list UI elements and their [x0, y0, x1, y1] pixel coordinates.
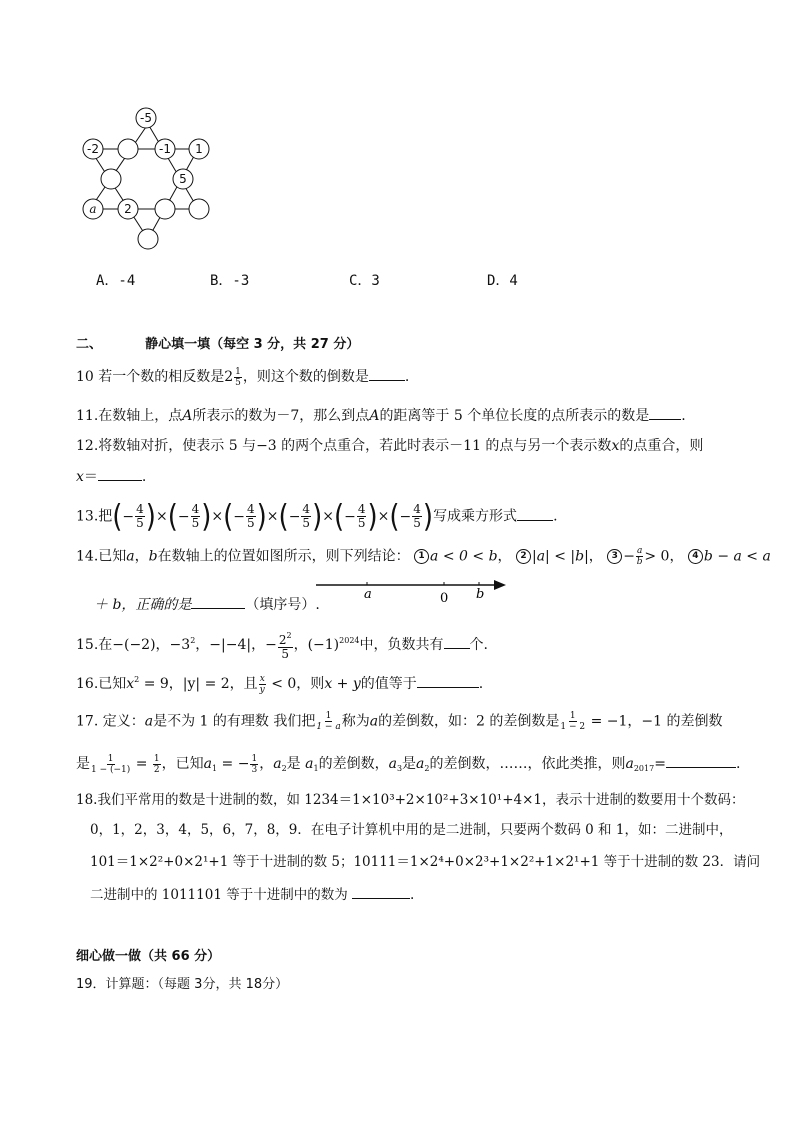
- node-inner-left: [101, 169, 121, 189]
- question-10: 10 若一个数的相反数是2 $\frac{1}{5}$ ，则这个数的倒数是 .: [76, 366, 410, 388]
- times-sign: ×: [211, 508, 224, 525]
- section-2-heading: [76, 333, 359, 352]
- label-inner-bottom-left: 2: [124, 202, 132, 216]
- question-14-line-2: ＋ b，正确的是 （填序号）.: [94, 594, 320, 615]
- q13-term: (− $\frac{4}{5}$ ): [389, 498, 434, 535]
- q16-answer-blank[interactable]: [417, 673, 479, 688]
- option-a[interactable]: A．-4: [96, 273, 136, 289]
- axis-label-a: a: [364, 587, 372, 602]
- q18-answer-blank[interactable]: [352, 884, 410, 899]
- question-11: 11.在数轴上，点A所表示的数为－7，那么到点A的距离等于 5 个单位长度的点所表示的数是 .: [76, 405, 686, 426]
- star-figure: [78, 104, 218, 254]
- q10-answer-blank[interactable]: [369, 366, 405, 381]
- question-17: 17. 定义：a是不为 1 的有理数 我们把 $\frac{1}{1 - a}$ 称为a的差倒数，如：2 的差倒数是 $\frac{1}{1 - 2}$ = −1，−1 的差倒数: [76, 711, 723, 732]
- option-b[interactable]: B．-3: [210, 273, 250, 289]
- q13-answer-blank[interactable]: [517, 506, 553, 521]
- q14-number-line: [314, 574, 510, 604]
- question-18-line-2: 0，1，2，3，4，5，6，7，8，9．在电子计算机中用的是二进制，只要两个数码 0 和 1，如：二进制中，: [90, 822, 733, 838]
- question-18-line-1: 18.我们平常用的数是十进制的数，如 1234＝1×10³+2×10²+3×10¹+4×1，表示十进制的数要用十个数码：: [76, 792, 745, 808]
- q13-term: (− $\frac{4}{5}$ ): [278, 498, 323, 535]
- label-inner-top-right: -1: [159, 142, 171, 156]
- q10-text: 10 若一个数的相反数是2: [76, 369, 234, 385]
- q13-term: (− $\frac{4}{5}$ ): [333, 498, 378, 535]
- q13-term: (− $\frac{4}{5}$ ): [223, 498, 267, 535]
- section-2-number: 二、: [76, 337, 103, 352]
- question-17-line-2: 是 $\frac{1}{1 - (-1)}$ = $\frac{1}{2}$ ，已知$a_1$ = − $\frac{1}{3}$ ，$a_2$是 $a_1$的差倒数，$a_3$是$a_2$的差倒数，……，依此类推，则$a_{2017}=$ .: [76, 753, 741, 775]
- question-18-line-4: 二进制中的 1011101 等于十进制中的数为 .: [90, 884, 414, 905]
- times-sign: ×: [322, 508, 334, 525]
- question-12: 12.将数轴对折，使表示 5 与−3 的两个点重合，若此时表示－11 的点与另一个表示数x的点重合，则: [76, 438, 704, 454]
- label-inner-right: 5: [179, 172, 187, 186]
- axis-label-0: 0: [440, 591, 449, 604]
- question-18-line-3: 101＝1×2²+0×2¹+1 等于十进制的数 5；10111＝1×2⁴+0×2³+1×2²+1×2¹+1 等于十进制的数 23．请问: [90, 854, 761, 870]
- question-15: 15.在−(−2)，$-3^2$，−|−4|，− $\frac{2^2}{5}$ ，$(-1)^{2024}$中，负数共有 个.: [76, 631, 488, 661]
- times-sign: ×: [266, 508, 279, 525]
- question-12-line-2: x＝ .: [76, 466, 146, 487]
- q10-text-2: ，则这个数的倒数是: [242, 369, 369, 385]
- node-lower-right: [189, 199, 209, 219]
- option-c[interactable]: C．3: [349, 273, 380, 289]
- option-d[interactable]: D．4: [487, 273, 518, 289]
- question-13: 13.把(− $\frac{4}{5}$ )×(− $\frac{4}{5}$ )×(− $\frac{4}{5}$ )×(− $\frac{4}{5}$ )×(− $\frac{4}{5}$ )×(− $\frac{4}{5}$ )写成乘方形式 .: [76, 498, 558, 535]
- q12-answer-blank[interactable]: [98, 466, 142, 481]
- axis-label-b: b: [476, 587, 485, 602]
- q10-fraction: $\frac{1}{5}$: [235, 366, 241, 388]
- node-inner-bottom-right: [155, 199, 175, 219]
- q15-answer-blank[interactable]: [444, 634, 470, 649]
- question-19: 19．计算题：（每题 3分，共 18分）: [76, 977, 289, 992]
- times-sign: ×: [377, 508, 390, 525]
- label-top: -5: [140, 111, 152, 125]
- question-14: 14.已知a，b在数轴上的位置如图所示，则下列结论： 1 a < 0 < b， 2 |a| < |b|， 3 − $\frac{a}{b}$ > 0， 4 b − a < a: [76, 546, 771, 567]
- label-lower-left: a: [89, 202, 97, 216]
- question-16: 16.已知$x^2 = 9$，|y| = 2，且 $\frac{x}{y}$ < 0，则x + y的值等于 .: [76, 673, 484, 695]
- section-2-title: 静心填一填（每空 3 分，共 27 分）: [145, 337, 360, 352]
- q14-answer-blank[interactable]: [191, 594, 245, 609]
- node-inner-top-left: [118, 139, 138, 159]
- q17-answer-blank[interactable]: [666, 753, 736, 768]
- q13-term: (− $\frac{4}{5}$ ): [167, 498, 212, 535]
- node-bottom: [138, 229, 158, 249]
- label-upper-right: 1: [195, 142, 203, 156]
- section-3-heading: 细心做一做（共 66 分）: [76, 949, 221, 964]
- q11-answer-blank[interactable]: [649, 405, 681, 420]
- q13-term: (− $\frac{4}{5}$ ): [112, 498, 156, 535]
- times-sign: ×: [155, 508, 168, 525]
- label-upper-left: -2: [87, 142, 99, 156]
